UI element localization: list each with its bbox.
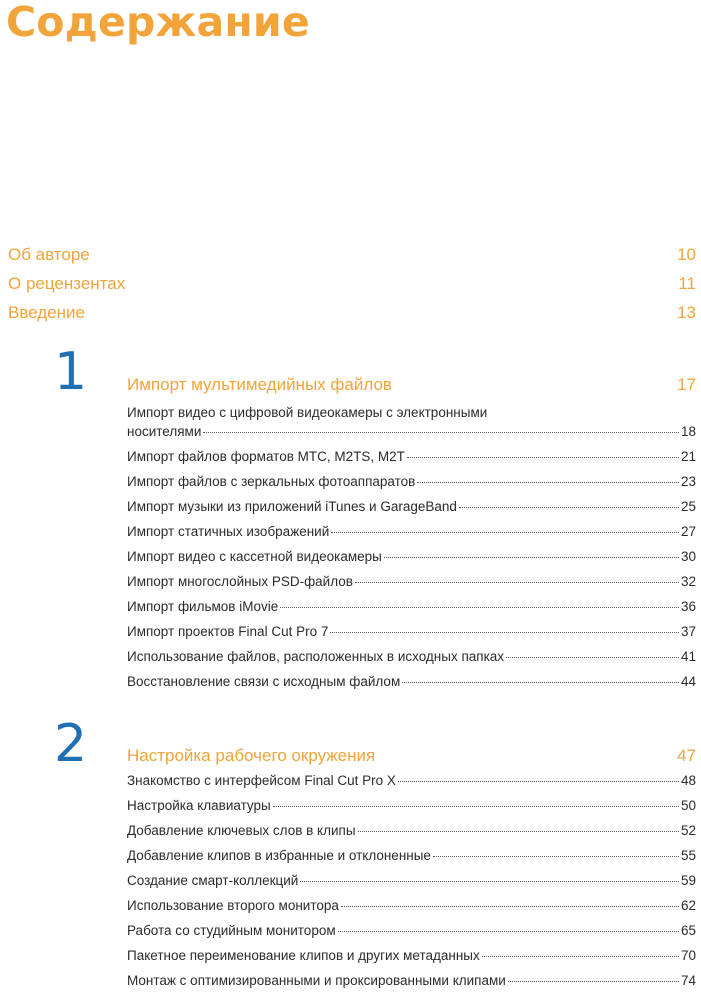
- entry-label: Импорт многослойных PSD-файлов: [127, 574, 353, 589]
- entry-label: Работа со студийным монитором: [127, 923, 336, 938]
- dot-leader: [402, 682, 679, 683]
- entry-page: 70: [680, 948, 696, 963]
- toc-entry[interactable]: [127, 649, 698, 671]
- front-entry-page: 11: [678, 274, 696, 293]
- entry-page: 59: [680, 873, 696, 888]
- dot-leader: [341, 906, 679, 907]
- toc-entry[interactable]: [127, 549, 698, 571]
- front-entry-page: 10: [677, 245, 696, 264]
- entry-page: 27: [680, 524, 696, 539]
- entry-label: Добавление ключевых слов в клипы: [127, 823, 356, 838]
- chapter-number: 2: [54, 714, 88, 774]
- dot-leader: [417, 482, 679, 483]
- entry-page: 74: [680, 973, 696, 988]
- dot-leader: [300, 881, 679, 882]
- dot-leader: [482, 956, 679, 957]
- dot-leader: [506, 657, 679, 658]
- entry-page: 50: [680, 798, 696, 813]
- chapter-number: 1: [54, 342, 88, 402]
- toc-entry[interactable]: [127, 474, 698, 496]
- toc-entry[interactable]: [127, 898, 698, 920]
- toc-entry[interactable]: [127, 402, 698, 446]
- toc-entry[interactable]: [127, 873, 698, 895]
- toc-entry[interactable]: [127, 848, 698, 870]
- entry-label: Пакетное переименование клипов и других метаданных: [127, 948, 480, 963]
- entry-label: Настройка клавиатуры: [127, 798, 271, 813]
- entry-page: 30: [680, 549, 696, 564]
- dot-leader: [398, 781, 679, 782]
- toc-entry[interactable]: [127, 948, 698, 970]
- entry-label: Создание смарт-коллекций: [127, 873, 299, 888]
- chapter-heading[interactable]: [127, 743, 698, 769]
- chapter-heading[interactable]: [127, 372, 698, 398]
- entry-page: 32: [680, 574, 696, 589]
- dot-leader: [407, 457, 679, 458]
- entry-label: Добавление клипов в избранные и отклоненные: [127, 848, 431, 863]
- dot-leader: [355, 582, 679, 583]
- toc-entry[interactable]: [127, 499, 698, 521]
- chapter-page: 47: [677, 746, 696, 765]
- chapter-page: 17: [677, 375, 696, 394]
- entry-page: 21: [680, 449, 696, 464]
- toc-entry[interactable]: [127, 773, 698, 795]
- entry-label: Восстановление связи с исходным файлом: [127, 674, 401, 689]
- entry-label: Импорт файлов с зеркальных фотоаппаратов: [127, 474, 416, 489]
- entry-page: 37: [680, 624, 696, 639]
- dot-leader: [273, 806, 679, 807]
- chapter-title: Импорт мультимедийных файлов: [127, 375, 392, 394]
- toc-entry[interactable]: [127, 449, 698, 471]
- toc-entry[interactable]: [127, 823, 698, 845]
- toc-front-entry[interactable]: [8, 272, 698, 296]
- dot-leader: [508, 981, 679, 982]
- entry-page: 25: [680, 499, 696, 514]
- entry-page: 55: [680, 848, 696, 863]
- toc-entry[interactable]: [127, 624, 698, 646]
- toc-entry[interactable]: [127, 923, 698, 945]
- entry-label: Импорт файлов форматов MTC, M2TS, M2T: [127, 449, 405, 464]
- toc-entry[interactable]: [127, 973, 698, 995]
- entry-page: 41: [680, 649, 696, 664]
- dot-leader: [330, 632, 679, 633]
- entry-page: 65: [680, 923, 696, 938]
- toc-entry[interactable]: [127, 798, 698, 820]
- dot-leader: [384, 557, 679, 558]
- entry-page: 62: [680, 898, 696, 913]
- toc-entry[interactable]: [127, 524, 698, 546]
- entry-page: 48: [680, 773, 696, 788]
- dot-leader: [459, 507, 679, 508]
- dot-leader: [338, 931, 679, 932]
- entry-label: Импорт проектов Final Cut Pro 7: [127, 624, 329, 639]
- page-title: Содержание: [6, 0, 310, 46]
- entry-label: Монтаж с оптимизированными и проксированными клипами: [127, 973, 506, 988]
- entry-page: 23: [680, 474, 696, 489]
- dot-leader: [433, 856, 679, 857]
- dot-leader: [203, 432, 679, 433]
- front-entry-label: Введение: [8, 303, 85, 322]
- entry-label: Использование файлов, расположенных в исходных папках: [127, 649, 505, 664]
- entry-label: Импорт фильмов iMovie: [127, 599, 279, 614]
- entry-page: 36: [680, 599, 696, 614]
- entry-page: 18: [680, 424, 696, 439]
- entry-label: Импорт музыки из приложений iTunes и GarageBand: [127, 499, 457, 514]
- entry-label: Импорт видео с кассетной видеокамеры: [127, 549, 382, 564]
- toc-entry[interactable]: [127, 599, 698, 621]
- entry-label: Использование второго монитора: [127, 898, 339, 913]
- dot-leader: [358, 831, 679, 832]
- entry-label: носителями: [127, 424, 202, 439]
- entry-label: Знакомство с интерфейсом Final Cut Pro X: [127, 773, 396, 788]
- toc-front-entry[interactable]: [8, 301, 698, 325]
- entry-label-line1: Импорт видео с цифровой видеокамеры с электронными: [127, 405, 488, 420]
- front-entry-page: 13: [677, 303, 696, 322]
- front-entry-label: Об авторе: [8, 245, 90, 264]
- dot-leader: [331, 532, 679, 533]
- entry-page: 52: [680, 823, 696, 838]
- entry-page: 44: [680, 674, 696, 689]
- toc-entry[interactable]: [127, 674, 698, 696]
- toc-front-entry[interactable]: [8, 243, 698, 267]
- dot-leader: [280, 607, 679, 608]
- entry-label: Импорт статичных изображений: [127, 524, 330, 539]
- front-entry-label: О рецензентах: [8, 274, 126, 293]
- toc-entry[interactable]: [127, 574, 698, 596]
- chapter-title: Настройка рабочего окружения: [127, 746, 376, 765]
